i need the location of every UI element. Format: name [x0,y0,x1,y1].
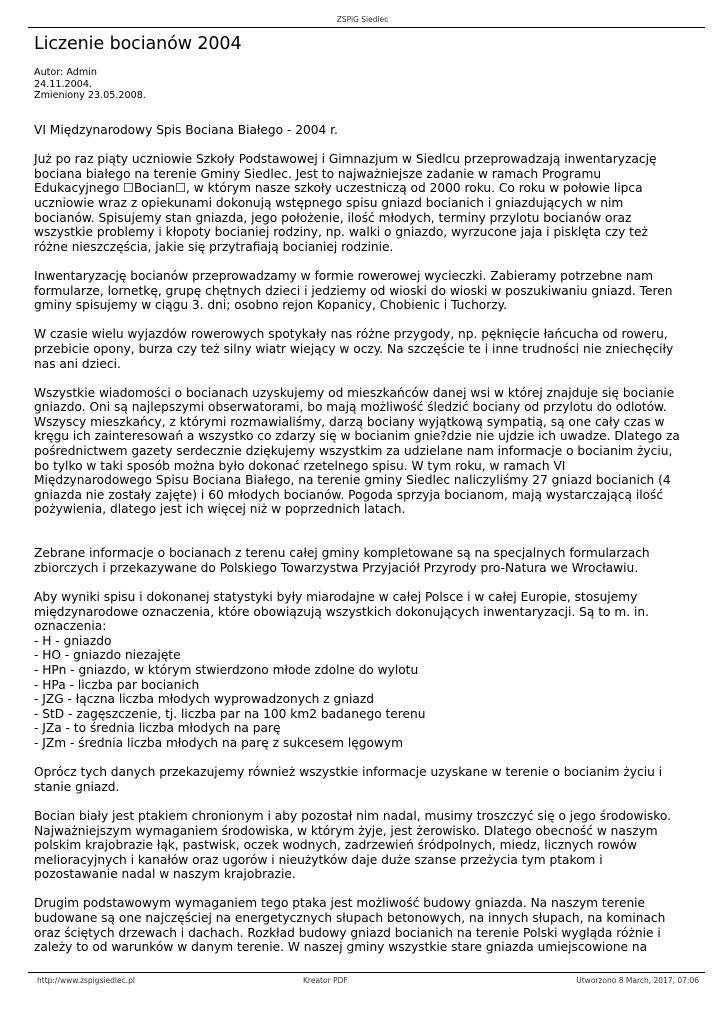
paragraph [34,152,702,254]
paragraph [34,896,702,954]
article-body [34,123,702,969]
text-line: Najważniejszym wymaganiem środowiska, w którym żyje, jest żerowisko. Dlatego obecność w naszym [34,823,658,838]
footer-rule [28,972,705,973]
text-line: melioracyjnych i kanałów oraz ugorów i nieużytków daje duże szanse przeżycia tym ptakom i [34,852,603,867]
header-rule [28,27,705,28]
text-line: bo tylko w taki sposób można było dokonać rzetelnego spisu. W tym roku, w ramach VI [34,458,566,473]
text-line: pożywienia, dlatego jest ich więcej niż w poprzednich latach. [34,502,406,517]
text-line: - JZm - średnia liczba młodych na parę z sukcesem lęgowym [34,735,403,750]
author-line: Autor: Admin [34,67,97,78]
text-line: bociana białego na terenie Gminy Siedlec. Jest to najważniejsze zadanie w ramach Programu [34,166,602,181]
text-line: VI Międzynarodowy Spis Bociana Białego - 2004 r. [34,123,338,137]
text-line: wszystkie problemy i kłopoty bocianiej rodziny, np. walki o gniazdo, wyrzucone jaja i pisklęta czy też [34,225,648,240]
text-line: nas ani dzieci. [34,356,121,371]
paragraph [34,546,702,575]
modified-date: Zmieniony 23.05.2008. [34,90,146,101]
text-line: bocianów. Spisujemy stan gniazda, jego położenie, ilość młodych, terminy przylotu bocianów oraz [34,210,632,225]
text-line: międzynarodowe oznaczenia, które obowiązują wszystkich dokonujących inwentaryzacji. Są to m. in. [34,604,649,619]
text-line: Aby wyniki spisu i dokonanej statystyki były miarodajne w całej Polsce i w całej Europie, stosujemy [34,590,638,604]
text-line: Oprócz tych danych przekazujemy również wszystkie informacje uzyskane w terenie o bocianim życiu i [34,765,663,780]
article-title: Liczenie bocianów 2004 [34,34,242,54]
text-line: przebicie opony, burza czy też silny wiatr wiejący w oczy. Na szczęście te i inne trudności nie zniechęciły [34,341,674,356]
text-line: różne nieszczęścia, jakie się przytrafiają bocianiej rodzinie. [34,239,394,254]
text-line: - HPa - liczba par bocianich [34,677,200,692]
text-line: - HO - gniazdo niezajęte [34,648,181,663]
text-line: - StD - zagęszczenie, tj. liczba par na 100 km2 badanego terenu [34,706,426,721]
text-line: stanie gniazd. [34,779,120,794]
paragraph [34,590,702,751]
text-line: kręgu ich zainteresowań a wszystko co zdarzy się w bocianim gnie?dzie nie ujdzie ich uwadze. Dlatego za [34,429,680,444]
text-line: - H - gniazdo [34,633,112,648]
text-line: gniazdo. Oni są najlepszymi obserwatorami, bo mają możliwość śledzić bociany od przylotu do odlotów. [34,400,667,415]
text-line: gminy spisujemy w ciągu 3. dni; osobno rejon Kopanicy, Chobienic i Tuchorzy. [34,298,508,313]
text-line: W czasie wielu wyjazdów rowerowych spotykały nas różne przygody, np. pęknięcie łańcucha od roweru, [34,327,668,342]
text-line: - JZa - to średnia liczba młodych na parę [34,721,281,736]
paragraph [34,765,702,794]
text-line: oznaczenia: [34,619,107,634]
text-line: Wszystkie wiadomości o bocianach uzyskujemy od mieszkańców danej wsi w której znajduje się bocianie [34,385,675,400]
paragraph [34,269,702,313]
text-line: Edukacyjnego ☐Bocian☐, w którym nasze szkoły uczestniczą od 2000 roku. Co roku w połowie lipca [34,181,643,196]
text-line: budowane są one najczęściej na energetycznych słupach betonowych, na innych słupach, na kominach [34,911,666,926]
created-date: 24.11.2004. [34,78,92,90]
text-line: zbiorczych i przekazywane do Polskiego Towarzystwa Przyjaciół Przyrody pro-Natura we Wrocławiu. [34,560,639,575]
text-line: Zebrane informacje o bocianach z terenu całej gminy kompletowane są na specjalnych formularzach [34,546,650,561]
text-line: - JZG - łączna liczba młodych wyprowadzonych z gniazd [34,692,374,707]
text-line: Już po raz piąty uczniowie Szkoły Podstawowej i Gimnazjum w Siedlcu przeprowadzają inwentaryzację [34,152,657,167]
text-line: pośrednictwem gazety serdecznie dziękujemy wszystkim za udzielane nam informacje o bocianim życiu, [34,444,673,459]
paragraph [34,123,702,138]
footer-url: http://www.zspigsiedlec.pl [37,976,135,985]
text-line: oraz ściętych drzewach i dachach. Rozkład budowy gniazd bocianich na terenie Polski wygląda różnie i [34,925,661,940]
text-line: Inwentaryzację bocianów przeprowadzamy w formie rowerowej wycieczki. Zabieramy potrzebne nam [34,268,653,283]
text-line: formularze, lornetkę, grupę chętnych dzieci i jedziemy od wioski do wioski w poszukiwaniu gniazd. Teren [34,283,673,298]
page-header-site: ZSPiG Siedlec [336,15,389,24]
article-meta [34,67,146,102]
text-line: pozostawanie nadal w naszym krajobrazie. [34,867,296,882]
text-line: Wszyscy mieszkańcy, z którymi rozmawialiśmy, darzą bociany wyjątkową sympatią, są one cały czas w [34,414,665,429]
paragraph [34,809,702,882]
text-line: Bocian biały jest ptakiem chronionym i aby pozostał nim nadal, musimy troszczyć się o jego środowisko. [34,808,671,823]
footer-created: Utworzono 8 March, 2017, 07:06 [576,976,699,985]
text-line: uczniowie wraz z opiekunami dokonują wstępnego spisu gniazd bocianich i gniazdujących w nim [34,195,624,210]
text-line: Drugim podstawowym wymaganiem tego ptaka jest możliwość budowy gniazda. Na naszym terenie [34,896,646,911]
text-line: - HPn - gniazdo, w którym stwierdzono młode zdolne do wylotu [34,662,419,677]
paragraph [34,327,702,371]
text-line: Międzynarodowego Spisu Bociana Białego, na terenie gminy Siedlec naliczyliśmy 27 gniazd bocianich (4 [34,473,671,488]
text-line: zależy to od warunków w danym terenie. W naszej gminy wszystkie stare gniazda umiejscowione na [34,940,648,955]
text-line: polskim krajobrazie łąk, pastwisk, oczek wodnych, zadrzewień śródpolnych, miedz, licznych rowów [34,838,637,853]
footer-generator: Kreator PDF [303,976,348,985]
paragraph [34,386,702,517]
text-line: gniazda nie zostały zajęte) i 60 młodych bocianów. Pogoda sprzyja bocianom, mają wystarczającą ilość [34,487,664,502]
